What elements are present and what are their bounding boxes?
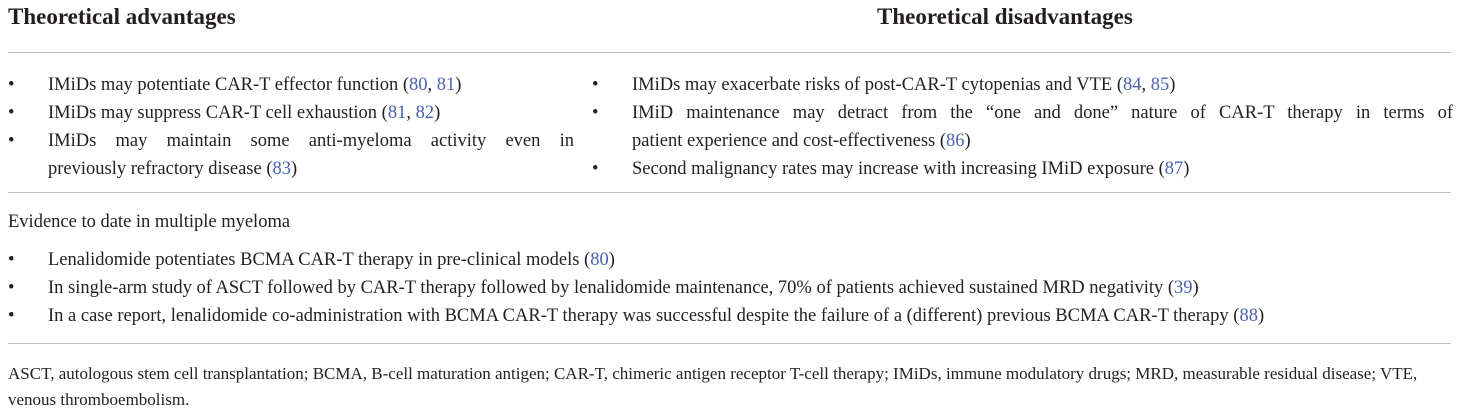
reference-link[interactable]: 81 [387,103,407,123]
bullet-icon: • [592,75,599,95]
reference-link[interactable]: 81 [436,75,456,95]
disadvantage-item [592,99,1453,155]
bullet-icon: • [592,103,599,123]
bullet-icon: • [8,278,15,298]
evidence-text: Lenalidomide potentiates BCMA CAR-T therapy in pre-clinical models (80) [48,250,615,270]
bullet-icon: • [8,131,15,151]
advantages-heading: Theoretical advantages [8,4,236,29]
reference-link[interactable]: 80 [409,75,428,95]
reference-link[interactable]: 86 [946,131,965,151]
reference-link[interactable]: 87 [1164,159,1184,179]
bullet-icon: • [8,103,15,123]
advantage-text: IMiDs may suppress CAR-T cell exhaustion (81, 82) [48,103,441,123]
disadvantage-text: IMiDs may exacerbate risks of post-CAR-T cytopenias and VTE (84, 85) [632,75,1176,95]
disadvantages-heading: Theoretical disadvantages [877,4,1133,29]
evidence-heading: Evidence to date in multiple myeloma [8,212,291,232]
reference-link[interactable]: 84 [1123,75,1142,95]
reference-link[interactable]: 85 [1150,75,1170,95]
reference-link[interactable]: 83 [272,159,291,179]
reference-link[interactable]: 39 [1174,278,1193,298]
bullet-icon: • [8,306,15,326]
evidence-text: In single-arm study of ASCT followed by CAR-T therapy followed by lenalidomide maintenance, 70% of patients achieved sustained MRD negativity (39) [48,278,1199,298]
reference-link[interactable]: 80 [590,250,609,270]
advantage-item [8,127,574,183]
section-divider [8,192,1451,193]
advantage-text: IMiDs may maintain some anti-myeloma activity even in previously refractory disease (83) [48,131,574,179]
advantage-text: IMiDs may potentiate CAR-T effector function (80, 81) [48,75,462,95]
bullet-icon: • [592,159,599,179]
footnote-divider [8,343,1451,344]
bullet-icon: • [8,250,15,270]
reference-link[interactable]: 88 [1239,306,1258,326]
abbreviations-footnote: ASCT, autologous stem cell transplantation; BCMA, B-cell maturation antigen; CAR-T, chimeric antigen receptor T-cell therapy; IMiDs, immune modulatory drugs; MRD, measurable residual disease; VTE, venous thromboembolism. [8,364,1418,409]
evidence-text: In a case report, lenalidomide co-administration with BCMA CAR-T therapy was successful despite the failure of a (different) previous BCMA CAR-T therapy (88) [48,306,1265,326]
disadvantage-text: IMiD maintenance may detract from the “one and done” nature of CAR-T therapy in terms of patient experience and cost-effectiveness (86) [632,103,1453,151]
header-divider [8,52,1451,53]
disadvantage-text: Second malignancy rates may increase with increasing IMiD exposure (87) [632,159,1190,179]
bullet-icon: • [8,75,15,95]
reference-link[interactable]: 82 [415,103,435,123]
